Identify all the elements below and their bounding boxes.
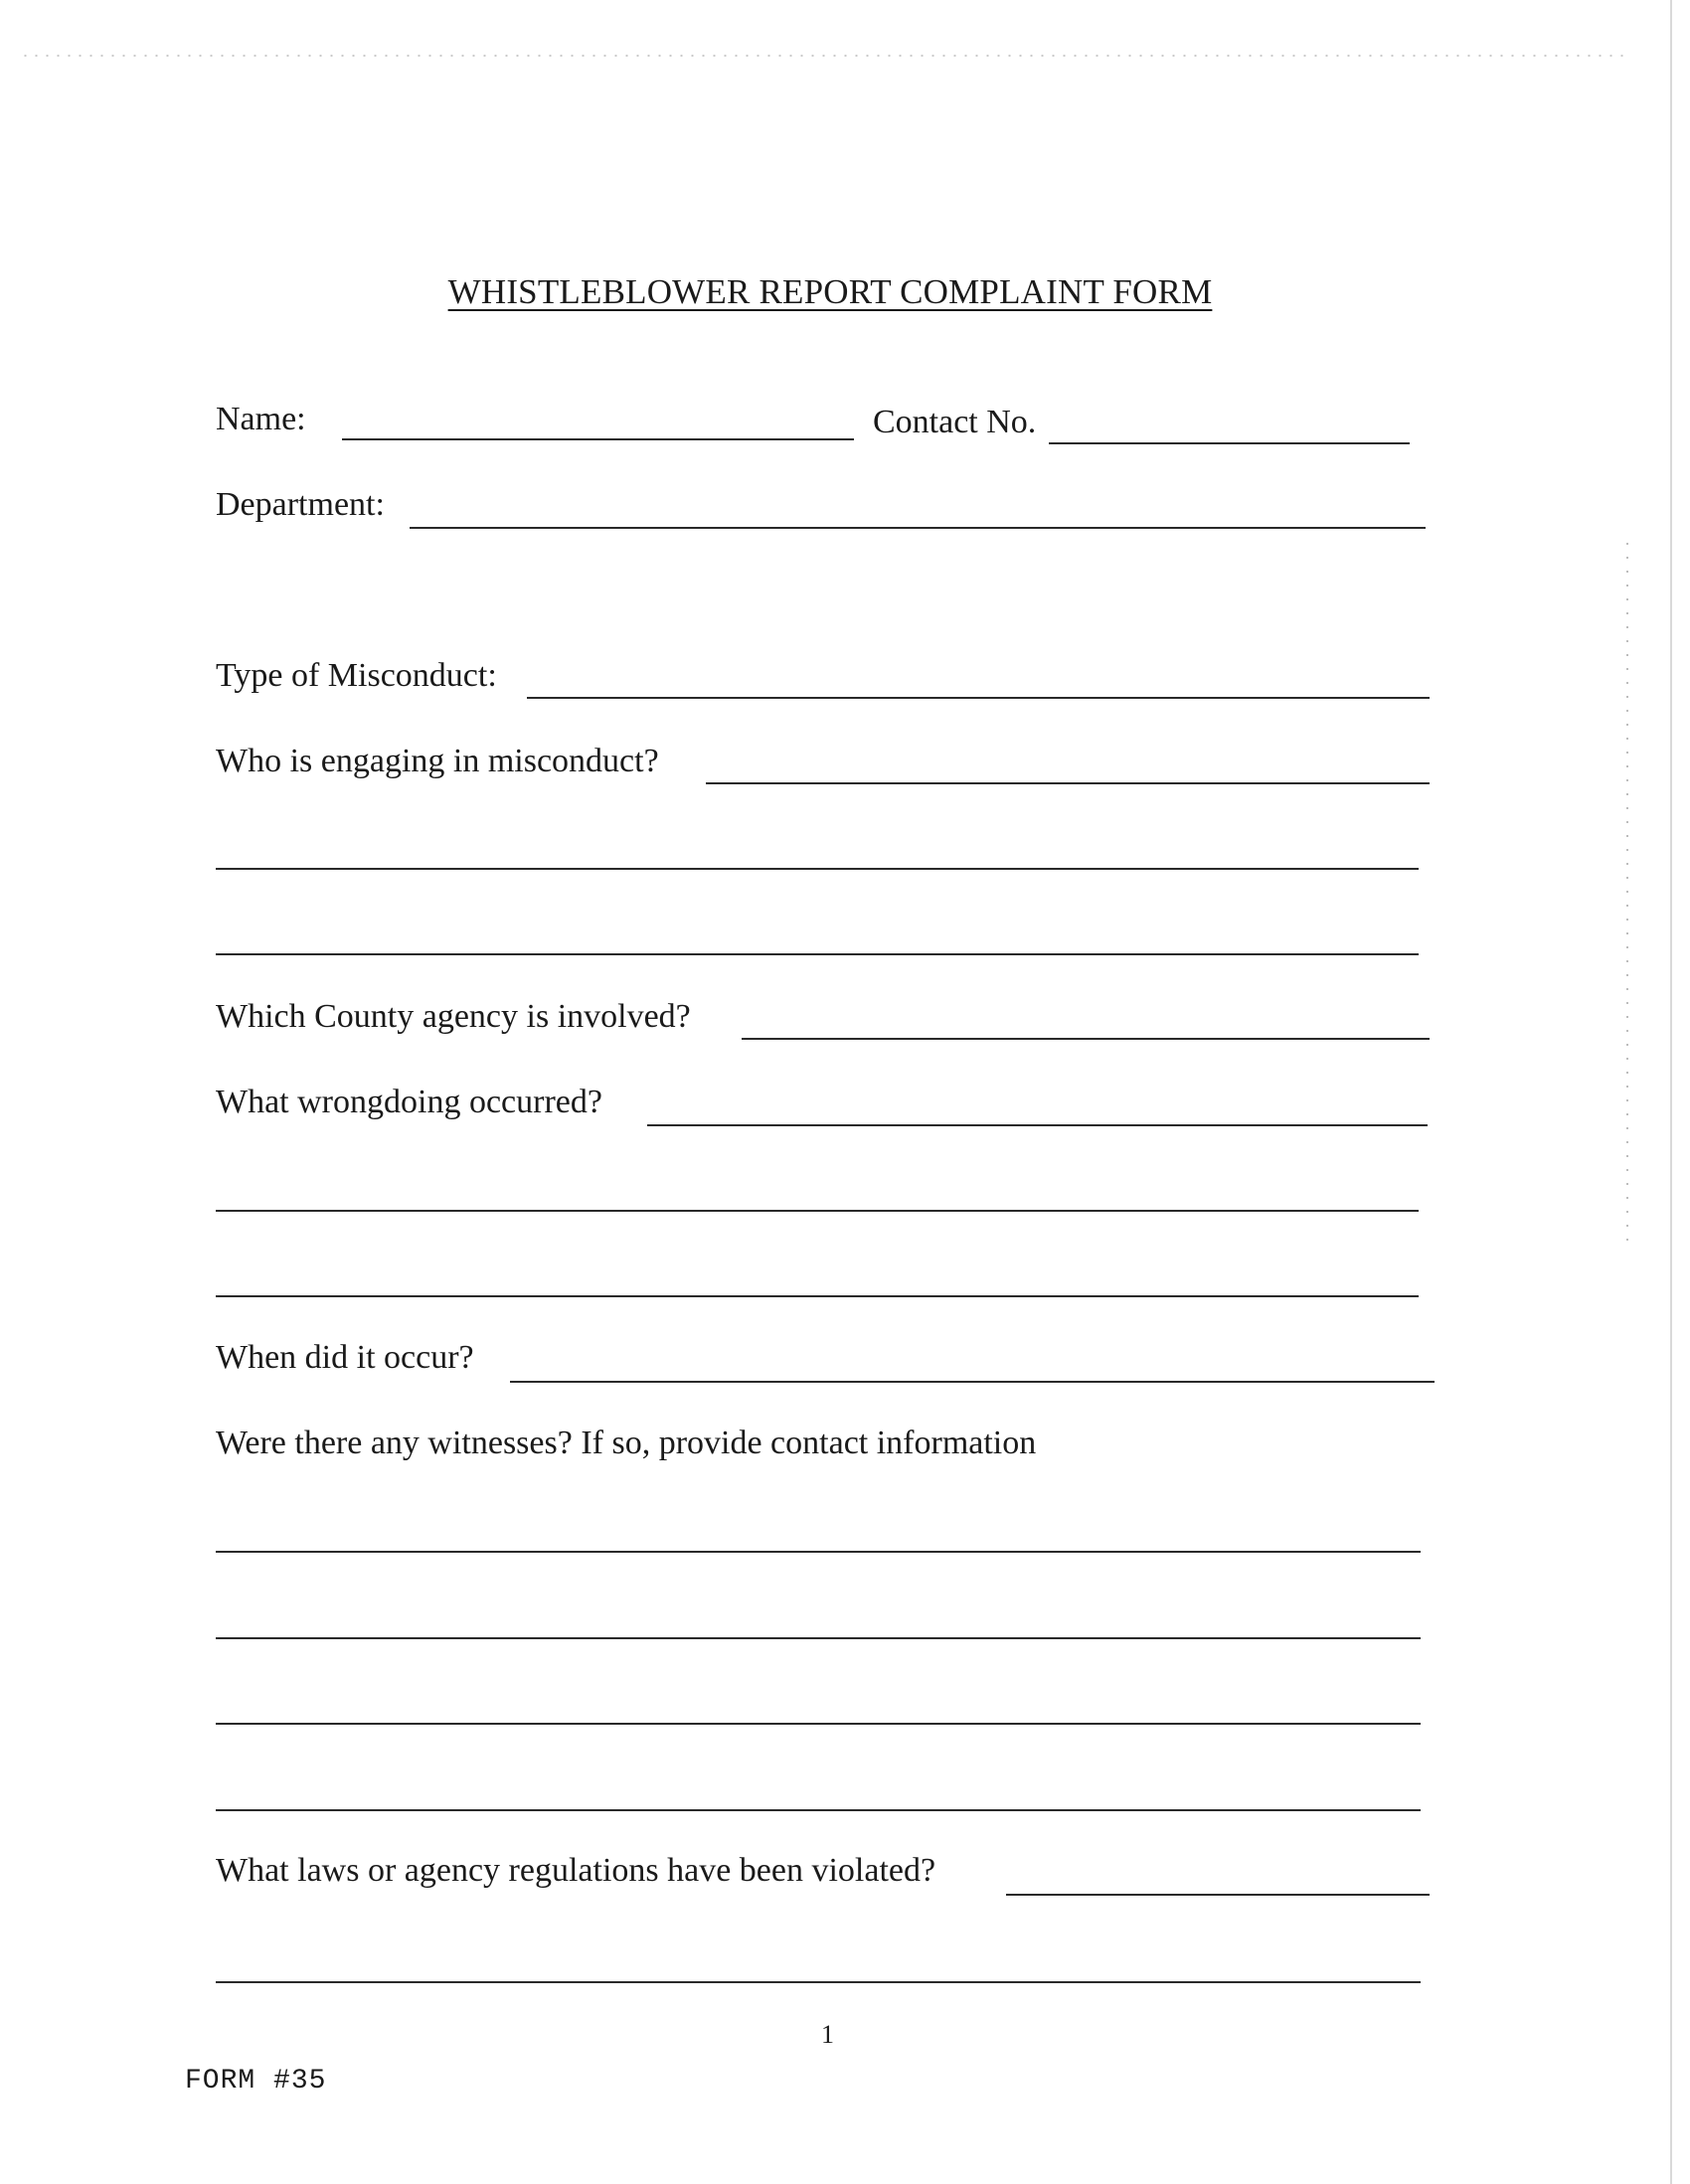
who-engaging-field[interactable] [706,782,1430,784]
scan-artifact-edge [1670,0,1672,2184]
who-engaging-field-line-3[interactable] [216,953,1419,955]
when-occur-label: When did it occur? [216,1339,474,1376]
who-engaging-field-line-2[interactable] [216,868,1419,870]
county-agency-field[interactable] [742,1038,1430,1040]
laws-violated-label: What laws or agency regulations have been violated? [216,1852,936,1889]
witnesses-field-line-2[interactable] [216,1637,1421,1639]
wrongdoing-field[interactable] [647,1124,1428,1126]
witnesses-field-line-4[interactable] [216,1809,1421,1811]
form-title: WHISTLEBLOWER REPORT COMPLAINT FORM [447,272,1213,311]
contact-no-field[interactable] [1049,442,1410,444]
witnesses-field-line-3[interactable] [216,1723,1421,1725]
county-agency-label: Which County agency is involved? [216,998,691,1035]
page-number: 1 [821,2020,834,2049]
form-id: FORM #35 [185,2066,327,2097]
laws-violated-field-line-2[interactable] [216,1981,1421,1983]
department-field[interactable] [410,527,1426,529]
type-of-misconduct-field[interactable] [527,697,1430,699]
wrongdoing-label: What wrongdoing occurred? [216,1084,602,1120]
witnesses-label: Were there any witnesses? If so, provide contact information [216,1425,1037,1461]
wrongdoing-field-line-3[interactable] [216,1295,1419,1297]
contact-no-label: Contact No. [873,404,1037,440]
witnesses-field-line-1[interactable] [216,1551,1421,1553]
scan-artifact-dots [1626,537,1628,1253]
who-engaging-label: Who is engaging in misconduct? [216,743,659,779]
name-field[interactable] [342,438,854,440]
scan-artifact-top [20,54,1630,58]
department-label: Department: [216,486,385,523]
type-of-misconduct-label: Type of Misconduct: [216,657,497,694]
when-occur-field[interactable] [510,1381,1435,1383]
name-label: Name: [216,401,306,437]
wrongdoing-field-line-2[interactable] [216,1210,1419,1212]
laws-violated-field[interactable] [1006,1894,1430,1896]
